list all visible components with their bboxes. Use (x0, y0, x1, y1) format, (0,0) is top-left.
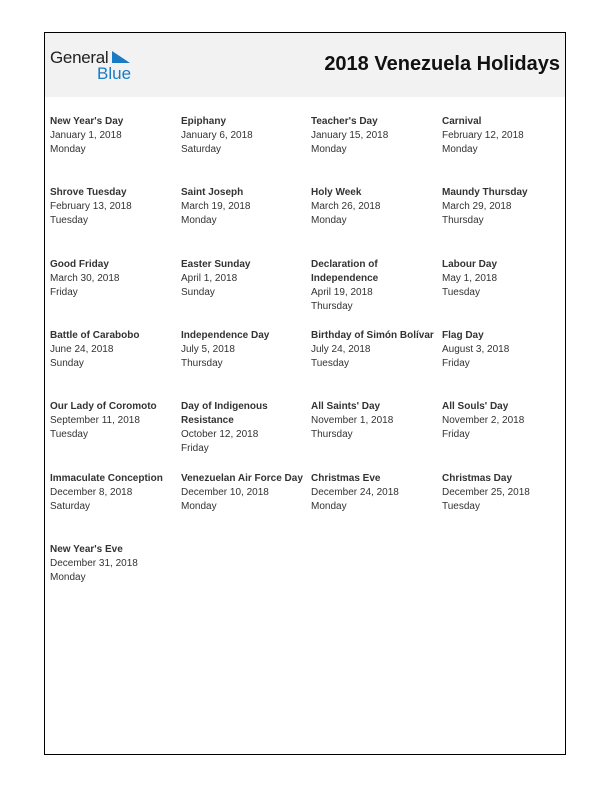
holiday-item (181, 186, 307, 228)
calendar-page (44, 32, 566, 755)
holiday-date: July 5, 2018 (181, 344, 235, 355)
holiday-weekday: Monday (50, 572, 86, 583)
holiday-weekday: Monday (181, 215, 217, 226)
holiday-date: December 10, 2018 (181, 487, 269, 498)
holiday-item (311, 115, 437, 157)
holiday-weekday: Friday (442, 358, 470, 369)
holiday-weekday: Monday (181, 501, 217, 512)
holiday-item (311, 329, 437, 371)
logo-text-general: General (50, 48, 109, 67)
holiday-date: December 25, 2018 (442, 487, 530, 498)
holiday-name: All Souls' Day (442, 401, 509, 412)
holiday-weekday: Saturday (181, 144, 222, 155)
holiday-item (50, 543, 176, 585)
holiday-name: Birthday of Simón Bolívar (311, 330, 434, 341)
holiday-date: November 1, 2018 (311, 415, 394, 426)
holiday-weekday: Monday (311, 501, 347, 512)
holiday-date: May 1, 2018 (442, 273, 498, 284)
holiday-name: Holy Week (311, 187, 362, 198)
holiday-date: August 3, 2018 (442, 344, 510, 355)
holiday-date: February 13, 2018 (50, 201, 132, 212)
holiday-item (442, 115, 568, 157)
holiday-name: Maundy Thursday (442, 187, 528, 198)
holiday-date: September 11, 2018 (50, 415, 140, 426)
holiday-item (50, 186, 176, 228)
holiday-date: March 30, 2018 (50, 273, 120, 284)
holiday-date: April 19, 2018 (311, 287, 373, 298)
holiday-date: November 2, 2018 (442, 415, 525, 426)
holiday-weekday: Sunday (181, 287, 215, 298)
holiday-name: Christmas Day (442, 473, 513, 484)
holiday-item (311, 186, 437, 228)
holiday-weekday: Tuesday (442, 501, 480, 512)
holiday-item (181, 258, 307, 300)
holiday-weekday: Friday (50, 287, 78, 298)
header (45, 33, 565, 97)
holiday-item (442, 258, 568, 300)
holiday-weekday: Saturday (50, 501, 91, 512)
holiday-item (442, 400, 568, 442)
holiday-name: Independence Day (181, 330, 270, 341)
holiday-item (50, 329, 176, 371)
holiday-name: Carnival (442, 116, 482, 127)
holiday-name: Our Lady of Coromoto (50, 401, 157, 412)
logo-triangle-icon (112, 51, 130, 63)
holiday-name: Declaration of Independence (311, 259, 379, 284)
holiday-weekday: Thursday (442, 215, 484, 226)
holiday-weekday: Friday (442, 429, 470, 440)
holiday-date: July 24, 2018 (311, 344, 371, 355)
holiday-name: Epiphany (181, 116, 227, 127)
holiday-date: February 12, 2018 (442, 130, 524, 141)
holiday-date: December 8, 2018 (50, 487, 133, 498)
holiday-name: Day of Indigenous Resistance (181, 401, 268, 426)
holiday-date: April 1, 2018 (181, 273, 238, 284)
holiday-item (181, 400, 307, 456)
holiday-date: January 15, 2018 (311, 130, 389, 141)
holiday-date: June 24, 2018 (50, 344, 114, 355)
holiday-weekday: Tuesday (442, 287, 480, 298)
holiday-weekday: Thursday (311, 301, 353, 312)
holiday-item (181, 115, 307, 157)
holiday-weekday: Sunday (50, 358, 84, 369)
holiday-name: Teacher's Day (311, 116, 378, 127)
holiday-weekday: Monday (442, 144, 478, 155)
holiday-name: All Saints' Day (311, 401, 381, 412)
holiday-name: Immaculate Conception (50, 473, 163, 484)
holiday-item (50, 400, 176, 442)
holiday-name: Labour Day (442, 259, 498, 270)
holiday-weekday: Tuesday (311, 358, 349, 369)
holiday-item (50, 258, 176, 300)
holiday-weekday: Tuesday (50, 215, 88, 226)
holiday-item (181, 472, 307, 514)
holiday-date: March 19, 2018 (181, 201, 251, 212)
holiday-item (181, 329, 307, 371)
holiday-weekday: Monday (311, 215, 347, 226)
holiday-weekday: Monday (311, 144, 347, 155)
holiday-item (311, 258, 437, 314)
holiday-weekday: Tuesday (50, 429, 88, 440)
holiday-name: Good Friday (50, 259, 109, 270)
holiday-date: March 29, 2018 (442, 201, 512, 212)
holiday-name: New Year's Day (50, 116, 124, 127)
holiday-name: Shrove Tuesday (50, 187, 127, 198)
page-title: 2018 Venezuela Holidays (324, 53, 560, 75)
holiday-weekday: Friday (181, 443, 209, 454)
logo-text-blue: Blue (97, 64, 132, 83)
holiday-weekday: Thursday (181, 358, 223, 369)
holiday-name: Battle of Carabobo (50, 330, 140, 341)
holiday-date: December 24, 2018 (311, 487, 399, 498)
holiday-date: January 1, 2018 (50, 130, 122, 141)
holiday-weekday: Thursday (311, 429, 353, 440)
holiday-item (442, 186, 568, 228)
holiday-item (442, 472, 568, 514)
holiday-item (442, 329, 568, 371)
holiday-date: October 12, 2018 (181, 429, 259, 440)
holiday-name: Venezuelan Air Force Day (181, 473, 303, 484)
holiday-item (50, 115, 176, 157)
holiday-name: Saint Joseph (181, 187, 244, 198)
holiday-date: March 26, 2018 (311, 201, 381, 212)
general-blue-logo (50, 48, 140, 84)
holiday-item (50, 472, 176, 514)
holiday-name: New Year's Eve (50, 544, 123, 555)
holiday-item (311, 400, 437, 442)
holiday-name: Easter Sunday (181, 259, 251, 270)
holiday-date: December 31, 2018 (50, 558, 138, 569)
holiday-date: January 6, 2018 (181, 130, 253, 141)
holiday-weekday: Monday (50, 144, 86, 155)
holiday-name: Christmas Eve (311, 473, 381, 484)
holiday-item (311, 472, 437, 514)
holiday-name: Flag Day (442, 330, 484, 341)
